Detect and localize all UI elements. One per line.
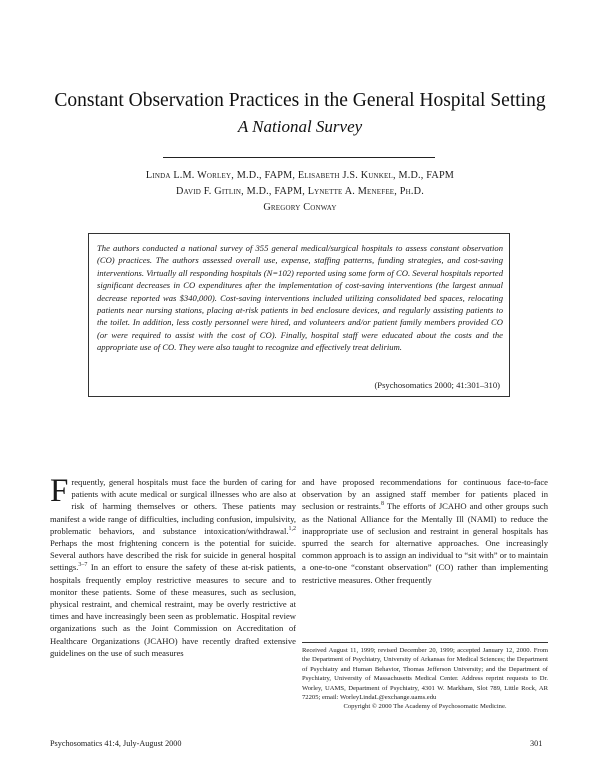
body-text: The efforts of JCAHO and other groups such as the National Alliance for the Mentally Ill (NAMI) to reduce the inappropriate use of seclusion and restraint in general hospitals has spurred the search for alternative approaches. One increasingly common approach is to assign an individual to “sit with” or to maintain a one-to-one “constant observation” (CO) rather than implementing restrictive measures. Other frequently [302, 501, 549, 585]
article-title: Constant Observation Practices in the General Hospital Setting [54, 90, 546, 111]
reference-mark: 8 [380, 501, 384, 508]
reference-mark: 3–7 [78, 562, 88, 569]
article-footnote [302, 646, 548, 712]
author-list [0, 168, 600, 216]
article-subtitle: A National Survey [237, 117, 363, 136]
authors-line-1: Linda L.M. Worley, M.D., FAPM, Elisabeth J.S. Kunkel, M.D., FAPM [145, 170, 455, 181]
drop-cap: F [50, 473, 69, 509]
journal-footer: Psychosomatics 41:4, July-August 2000 [50, 739, 182, 748]
page-number: 301 [530, 739, 543, 748]
body-text: In an effort to ensure the safety of these at-risk patients, hospitals frequently employ restrictive measures to secure and to monitor these patients. Some of these measures, such as seclusion, physical restraint, and chemical restraint, may be overly restrictive at times and have increasingly been seen as problematic. Hospital review organizations such as the Joint Commission on Accreditation of Healthcare Organizations (JCAHO) have recently drafted extensive guidelines on the use of such measures [50, 562, 296, 658]
body-column-right [302, 476, 548, 586]
authors-line-2: David F. Gitlin, M.D., FAPM, Lynette A. Menefee, Ph.D. [176, 186, 424, 197]
abstract-text: The authors conducted a national survey of 355 general medical/surgical hospitals to assess constant observation (CO) practices. The authors assessed overall use, expense, staffing patterns, funding strategies, and cost-saving interventions. Virtually all responding hospitals (N=102) reported using some form of CO. Several hospitals reported significant decreases in CO expenditures after the implementation of cost-saving interventions (the largest annual decrease reported was $340,000). Cost-saving interventions included utilizing consolidated bed spaces, relocating patients near nursing stations, placing at-risk patients in bed enclosure devices, and regularly assisting patients to the toilet. In addition, less costly personnel were hired, and volunteers and/or patient family members provided CO (or were required to assist with the cost of CO). Finally, hospital staff were educated about the costs and the appropriate use of CO. They were also taught to recognize and effectively treat delirium. [97, 243, 503, 353]
abstract-citation: (Psychosomatics 2000; 41:301–310) [374, 380, 500, 390]
body-column-left [50, 473, 296, 659]
body-text: requently, general hospitals must face the burden of caring for patients with acute medical or surgical illnesses who are also at risk of harming themselves or others. These patients may manifest a wide range of difficulties, including confusion, impulsivity, problematic behaviors, and substance intoxication/withdrawal. [50, 477, 296, 536]
title-divider [163, 157, 435, 158]
copyright-notice: Copyright © 2000 The Academy of Psychosomatic Medicine. [343, 703, 507, 711]
body-text: and have proposed recommendations for continuous face-to-face observation by an assigned staff member for patients placed in seclusion or restraints. [302, 477, 548, 512]
body-text: Perhaps the most frightening concern is the potential for suicide. Several authors have described the risk for suicide in general hospital settings. [50, 538, 296, 573]
footnote-text: Received August 11, 1999; revised December 20, 1999; accepted January 12, 2000. From the Department of Psychiatry, University of Arkansas for Medical Sciences; the Department of Psychiatry and Human Behavior, Thomas Jefferson University; and the Department of Psychiatry, University of Massachusetts Medical Center. Address reprint requests to Dr. Worley, UAMS, Department of Psychiatry, 4301 W. Markham, Slot 789, Little Rock, AR 72205; email: WorleyLindaL@exchange.uams.edu [302, 647, 548, 702]
authors-line-3: Gregory Conway [263, 202, 337, 213]
footnote-divider [302, 642, 548, 643]
reference-mark: 1,2 [288, 525, 296, 532]
